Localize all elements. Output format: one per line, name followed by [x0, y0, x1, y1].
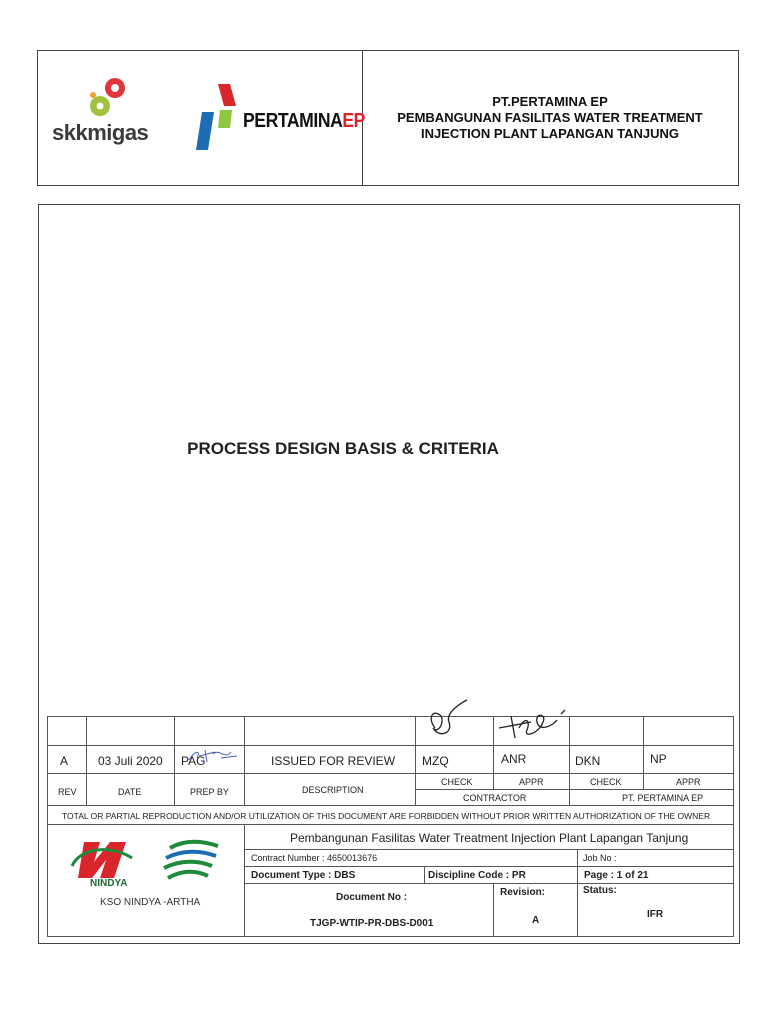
job-no: Job No :: [583, 853, 617, 863]
document-type: Document Type : DBS: [251, 870, 356, 881]
status-value: IFR: [647, 909, 664, 920]
document-no: TJGP-WTIP-PR-DBS-D001: [310, 918, 434, 929]
discipline-code: Discipline Code : PR: [428, 870, 526, 881]
date-value: 03 Juli 2020: [98, 754, 163, 768]
owner-check-value: DKN: [575, 754, 601, 768]
status-label: Status:: [583, 885, 617, 896]
rev-header: REV: [58, 787, 77, 797]
contract-number: Contract Number : 4650013676: [251, 853, 378, 863]
reproduction-notice: TOTAL OR PARTIAL REPRODUCTION AND/OR UTILIZATION OF THIS DOCUMENT ARE FORBIDDEN WITHOUT PRIOR WRITTEN AUTHORIZATION OF THE OWNER: [62, 811, 711, 821]
owner-appr-value: NP: [650, 752, 667, 766]
contractor-appr-signature-icon: [491, 706, 581, 746]
contractor-header: CONTRACTOR: [463, 793, 527, 803]
appr-header-2: APPR: [676, 777, 701, 787]
project-line-2: INJECTION PLANT LAPANGAN TANJUNG: [420, 126, 680, 141]
date-header: DATE: [118, 787, 142, 797]
revision-value: A: [532, 915, 540, 926]
skkmigas-logo-icon: [84, 76, 134, 126]
skkmigas-logo-text: skkmigas: [52, 120, 149, 145]
project-line-1: PEMBANGUNAN FASILITAS WATER TREATMENT: [397, 110, 703, 125]
prep-by-signature-icon: [185, 746, 241, 768]
description-value: ISSUED FOR REVIEW: [271, 754, 396, 768]
check-header-1: CHECK: [441, 777, 473, 787]
pertamina-logo-icon: [196, 84, 242, 150]
artha-logo-icon: [160, 838, 224, 882]
nindya-logo-text: NINDYA: [90, 878, 128, 889]
contractor-check-signature-icon: [423, 698, 493, 748]
revision-label: Revision:: [500, 887, 546, 898]
document-no-label: Document No :: [336, 892, 408, 903]
document-title: PROCESS DESIGN BASIS & CRITERIA: [187, 439, 499, 458]
description-header: DESCRIPTION: [302, 785, 364, 795]
kso-text: KSO NINDYA -ARTHA: [100, 897, 201, 908]
page-number: Page : 1 of 21: [584, 870, 649, 881]
check-header-2: CHECK: [590, 777, 622, 787]
contractor-check-value: MZQ: [422, 754, 449, 768]
pertamina-logo-text: PERTAMINAEP: [243, 110, 365, 132]
company-name: PT.PERTAMINA EP: [492, 94, 608, 109]
prep-by-value: PAG: [181, 754, 206, 768]
header-title: [362, 94, 738, 142]
appr-header-1: APPR: [519, 777, 544, 787]
rev-value: A: [60, 754, 69, 768]
contractor-appr-value: ANR: [501, 752, 527, 766]
project-name: Pembangunan Fasilitas Water Treatment Injection Plant Lapangan Tanjung: [290, 831, 689, 845]
owner-header: PT. PERTAMINA EP: [622, 793, 704, 803]
prep-by-header: PREP BY: [190, 787, 229, 797]
